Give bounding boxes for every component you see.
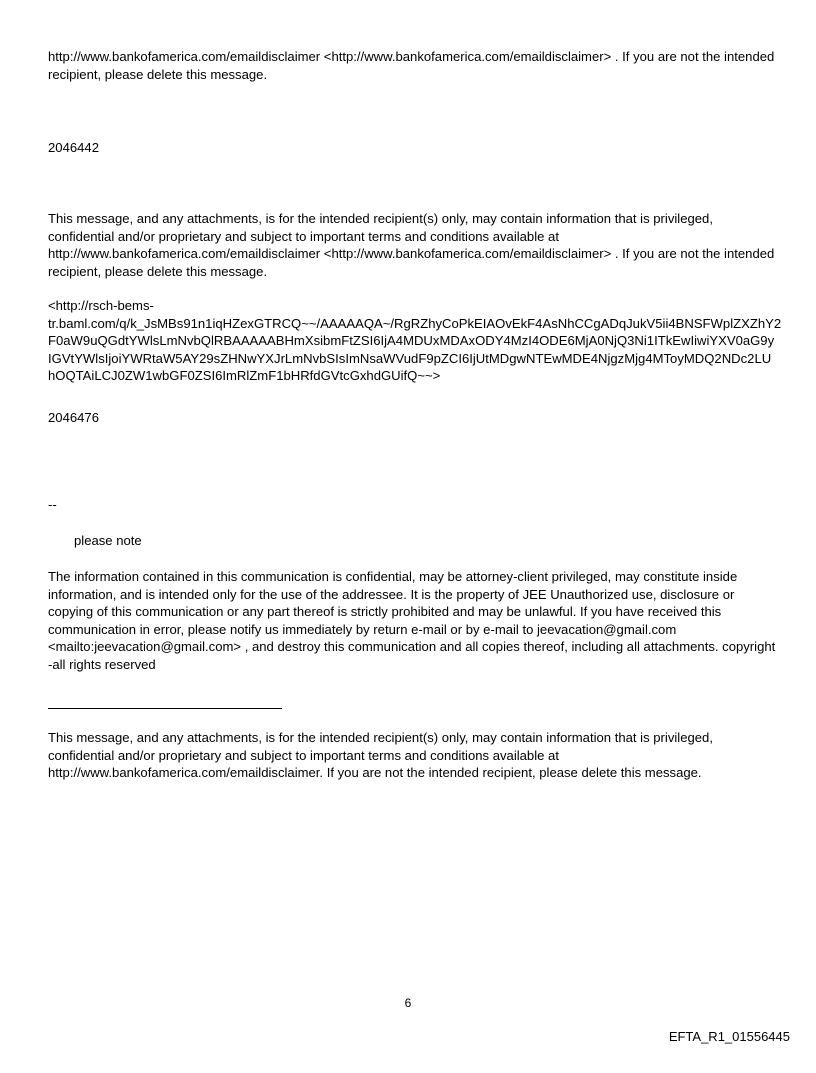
url-line: tr.baml.com/q/k_JsMBs91n1iqHZexGTRCQ~~/AAAAAQA~/RgRZhyCoPkEIAOvEkF4AsNhCCgADqJukV5ii4BNSFWplZXZhY2 xyxy=(48,315,782,331)
disclaimer-paragraph-2: This message, and any attachments, is for the intended recipient(s) only, may contain information that is privileged, confidential and/or proprietary and subject to important terms and conditions available at http://www.bankofamerica.com/emaildisclaimer <http://www.bankofamerica.com/emaildisclaimer> . If you are not the intended recipient, please delete this message. xyxy=(48,211,775,279)
url-line: <http://rsch-bems- xyxy=(48,298,154,313)
url-line: hOQTAiLCJ0ZW1wbGF0ZSI6ImRlZmF1bHRfdGVtcGxhdGUifQ~~> xyxy=(48,368,441,383)
note-heading: please note xyxy=(74,533,142,548)
message-id-1: 2046442 xyxy=(48,140,99,155)
page-number: 6 xyxy=(404,996,412,1010)
disclaimer-paragraph-top: http://www.bankofamerica.com/emaildisclaimer <http://www.bankofamerica.com/emaildisclaimer> . If you are not the intended recipient, please delete this message. xyxy=(48,49,775,82)
disclaimer-paragraph-bottom: This message, and any attachments, is for the intended recipient(s) only, may contain information that is privileged, confidential and/or proprietary and subject to important terms and conditions available at http://www.bankofamerica.com/emaildisclaimer. If you are not the intended recipient, please delete this message. xyxy=(48,730,713,780)
confidentiality-paragraph: The information contained in this communication is confidential, may be attorney-client privileged, may constitute inside information, and is intended only for the use of the addressee. It is the property of JEE Unauthorized use, disclosure or copying of this communication or any part thereof is strictly prohibited and may be unlawful. If you have received this communication in error, please notify us immediately by return e-mail or by e-mail to jeevacation@gmail.com <mailto:jeevacation@gmail.com> , and destroy this communication and all copies thereof, including all attachments. copyright -all rights reserved xyxy=(48,569,776,672)
url-line: F0aW9uQGdtYWlsLmNvbQlRBAAAAABHmXsibmFtZSI6IjA4MDUxMDAxODY4MzI4ODE6MjA0NjQ3Ni1ITkEwIiwiYXV0aG9y xyxy=(48,333,775,348)
url-line: IGVtYWlsIjoiYWRtaW5AY29sZHNwYXJrLmNvbSIsImNsaWVudF9pZCI6IjUtMDgwNTEwMDE4NjgzMjg4MToyMDQ2NDc2LU xyxy=(48,350,772,366)
message-id-2: 2046476 xyxy=(48,410,99,425)
divider-line xyxy=(48,708,282,709)
document-id: EFTA_R1_01556445 xyxy=(668,1029,790,1044)
separator-text: -- xyxy=(48,497,57,512)
